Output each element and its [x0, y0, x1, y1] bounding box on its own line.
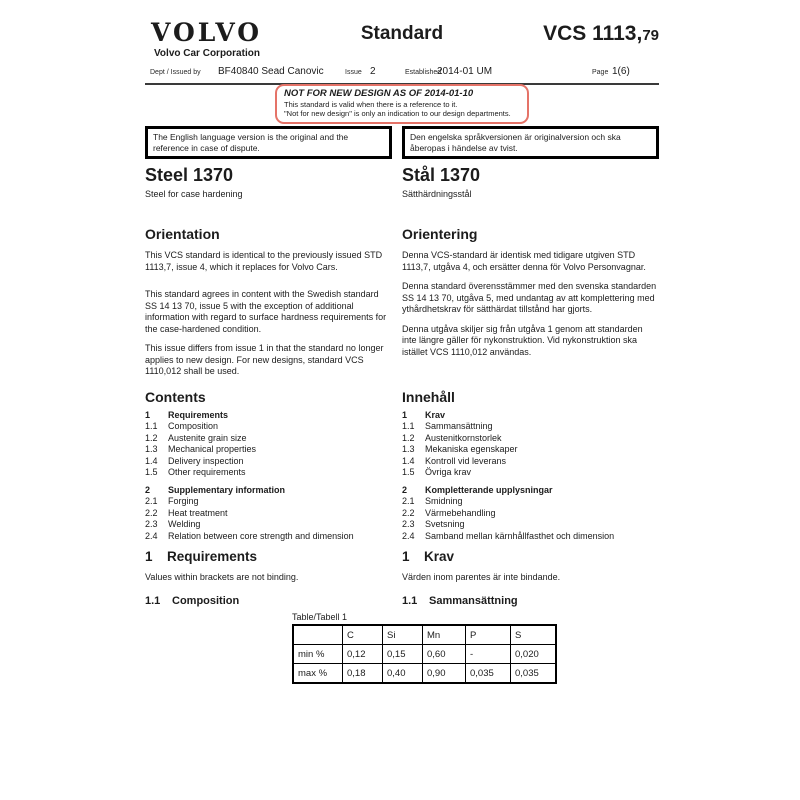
table-header-cell: P [466, 625, 511, 645]
toc-item: 2.1 Forging [145, 496, 199, 506]
table-cell: 0,60 [423, 645, 466, 664]
issue-value: 2 [370, 66, 376, 77]
doc-number-suffix: 79 [642, 27, 659, 44]
table-cell: - [466, 645, 511, 664]
toc-item: 2.4 Relation between core strength and dimension [145, 530, 354, 541]
title-sv: Stål 1370 [402, 165, 481, 185]
subtitle-en: Steel for case hardening [145, 189, 243, 199]
established-value: 2014-01 UM [437, 66, 493, 77]
toc-item: 2.2 Heat treatment [145, 507, 228, 518]
doc-number [543, 22, 659, 46]
table-row [293, 664, 556, 684]
toc-item: 2.1 Smidning [402, 496, 463, 506]
document-content [145, 20, 659, 684]
toc-item: 1.5 Övriga krav [402, 467, 472, 477]
meta-row [145, 66, 659, 79]
table-header-cell: Mn [423, 625, 466, 645]
contents-heading-sv: Innehåll [402, 388, 455, 405]
toc-item: 1.5 Other requirements [145, 467, 246, 477]
table-caption: Table/Tabell 1 [292, 612, 348, 622]
notice-line: This standard is valid when there is a reference to it. [284, 100, 458, 109]
contents-section-sv [402, 389, 659, 543]
page-number: 1(6) [612, 66, 630, 77]
toc-item: 2.4 Samband mellan kärnhållfasthet och dimension [402, 530, 615, 541]
toc-item: 1.2 Austenite grain size [145, 432, 247, 443]
subtitle-sv: Sätthärdningsstål [402, 189, 472, 199]
toc-group: 1 Requirements [145, 409, 229, 420]
table-cell: 0,18 [343, 664, 383, 684]
table-cell: 0,035 [511, 664, 557, 684]
table-header-cell: Si [383, 625, 423, 645]
table-header-cell: C [343, 625, 383, 645]
orientation-paragraph: This VCS standard is identical to the previously issued STD 1113,7, issue 4, which it replaces for Volvo Cars. [145, 250, 383, 272]
toc-item: 2.3 Welding [145, 519, 201, 529]
toc-item: 2.2 Värmebehandling [402, 507, 496, 518]
toc-item: 1.1 Sammansättning [402, 421, 493, 431]
not-for-new-design-notice [275, 84, 529, 124]
title-en: Steel 1370 [145, 165, 234, 185]
doc-type-title: Standard [360, 23, 444, 44]
table-cell: 0,020 [511, 645, 557, 664]
contents-row [145, 389, 659, 543]
requirements-note-en: Values within brackets are not binding. [145, 572, 299, 582]
orientation-heading-en: Orientation [145, 226, 220, 242]
orientation-paragraph: This issue differs from issue 1 in that the standard no longer applies to new design. For new designs, standard VCS 1110,012 shall be used. [145, 343, 384, 376]
toc-item: 1.4 Kontroll vid leverans [402, 455, 507, 466]
requirements-note-sv: Värden inom parentes är inte bindande. [402, 572, 561, 582]
requirements-heading-sv: 1 Krav [402, 549, 455, 564]
language-box-sv: Den engelska språkversionen är originalversion och ska åberopas i händelse av tvist. [402, 126, 659, 159]
table-header-row [293, 625, 556, 645]
title-block-sv [402, 165, 659, 199]
toc-item: 2.3 Svetsning [402, 519, 465, 529]
orientation-row [145, 226, 659, 378]
composition-subheading-sv: 1.1 Sammansättning [402, 595, 518, 607]
composition-table [292, 624, 557, 684]
page-label: Page [592, 69, 609, 76]
issue-label: Issue [345, 69, 362, 76]
doc-number-main: VCS 1113, [543, 22, 643, 45]
company-name: Volvo Car Corporation [154, 48, 260, 59]
toc-item: 1.2 Austenitkornstorlek [402, 432, 502, 443]
toc-group: 2 Kompletterande upplysningar [402, 484, 553, 495]
composition-table-section [292, 612, 659, 684]
requirements-section-en [145, 549, 392, 607]
language-box-en: The English language version is the original and the reference in case of dispute. [145, 126, 392, 159]
toc-group: 1 Krav [402, 409, 446, 420]
row-label: max % [293, 664, 343, 684]
notice-line: "Not for new design" is only an indication to our design departments. [284, 109, 511, 118]
requirements-row [145, 549, 659, 607]
toc-en [145, 410, 392, 543]
requirements-section-sv [402, 549, 659, 607]
table-header-cell: S [511, 625, 557, 645]
orientation-paragraph: Denna VCS-standard är identisk med tidigare utgiven STD 1113,7, utgåva 4, och ersätter denna för Volvo Personvagnar. [402, 250, 646, 272]
table-cell: 0,90 [423, 664, 466, 684]
orientation-heading-sv: Orientering [402, 226, 478, 242]
orientation-paragraph: Denna utgåva skiljer sig från utgåva 1 genom att standarden inte längre gäller för nykonstruktion. Vid nykonstruktion ska istället VCS 1110,012 användas. [402, 323, 643, 357]
orientation-section-en [145, 226, 392, 378]
notice-title: NOT FOR NEW DESIGN AS OF 2014-01-10 [284, 88, 474, 99]
contents-section-en [145, 389, 392, 543]
table-cell: 0,12 [343, 645, 383, 664]
toc-sv [402, 410, 659, 543]
table-cell: 0,15 [383, 645, 423, 664]
toc-item: 1.4 Delivery inspection [145, 455, 244, 466]
table-row [293, 645, 556, 664]
orientation-paragraph: This standard agrees in content with the Swedish standard SS 14 13 70, issue 5 with the exception of additional information with regard to surface hardness requirements for the case-hardened condition. [145, 289, 387, 334]
row-label: min % [293, 645, 343, 664]
language-boxes-row [145, 126, 659, 159]
toc-group: 2 Supplementary information [145, 484, 286, 495]
volvo-logo: VOLVO [151, 18, 263, 47]
dept-issued-value: BF40840 Sead Canovic [218, 66, 324, 77]
title-block-en [145, 165, 392, 199]
table-cell: 0,40 [383, 664, 423, 684]
document-header [145, 20, 659, 64]
dept-issued-label: Dept / Issued by [150, 69, 201, 76]
toc-item: 1.1 Composition [145, 421, 219, 431]
contents-heading-en: Contents [145, 388, 206, 405]
toc-item: 1.3 Mekaniska egenskaper [402, 444, 518, 454]
orientation-section-sv [402, 226, 659, 378]
toc-item: 1.3 Mechanical properties [145, 444, 257, 454]
table-cell: 0,035 [466, 664, 511, 684]
composition-subheading-en: 1.1 Composition [145, 595, 240, 607]
table-header-cell [293, 625, 343, 645]
orientation-paragraph: Denna standard överensstämmer med den svenska standarden SS 14 13 70, utgåva 5, med undantag av att komplettering med ythårdhetskrav för sätthärdat tillstånd har gjorts. [402, 281, 657, 314]
established-label: Established [405, 69, 442, 76]
requirements-heading-en: 1 Requirements [145, 549, 258, 564]
title-row [145, 165, 659, 199]
